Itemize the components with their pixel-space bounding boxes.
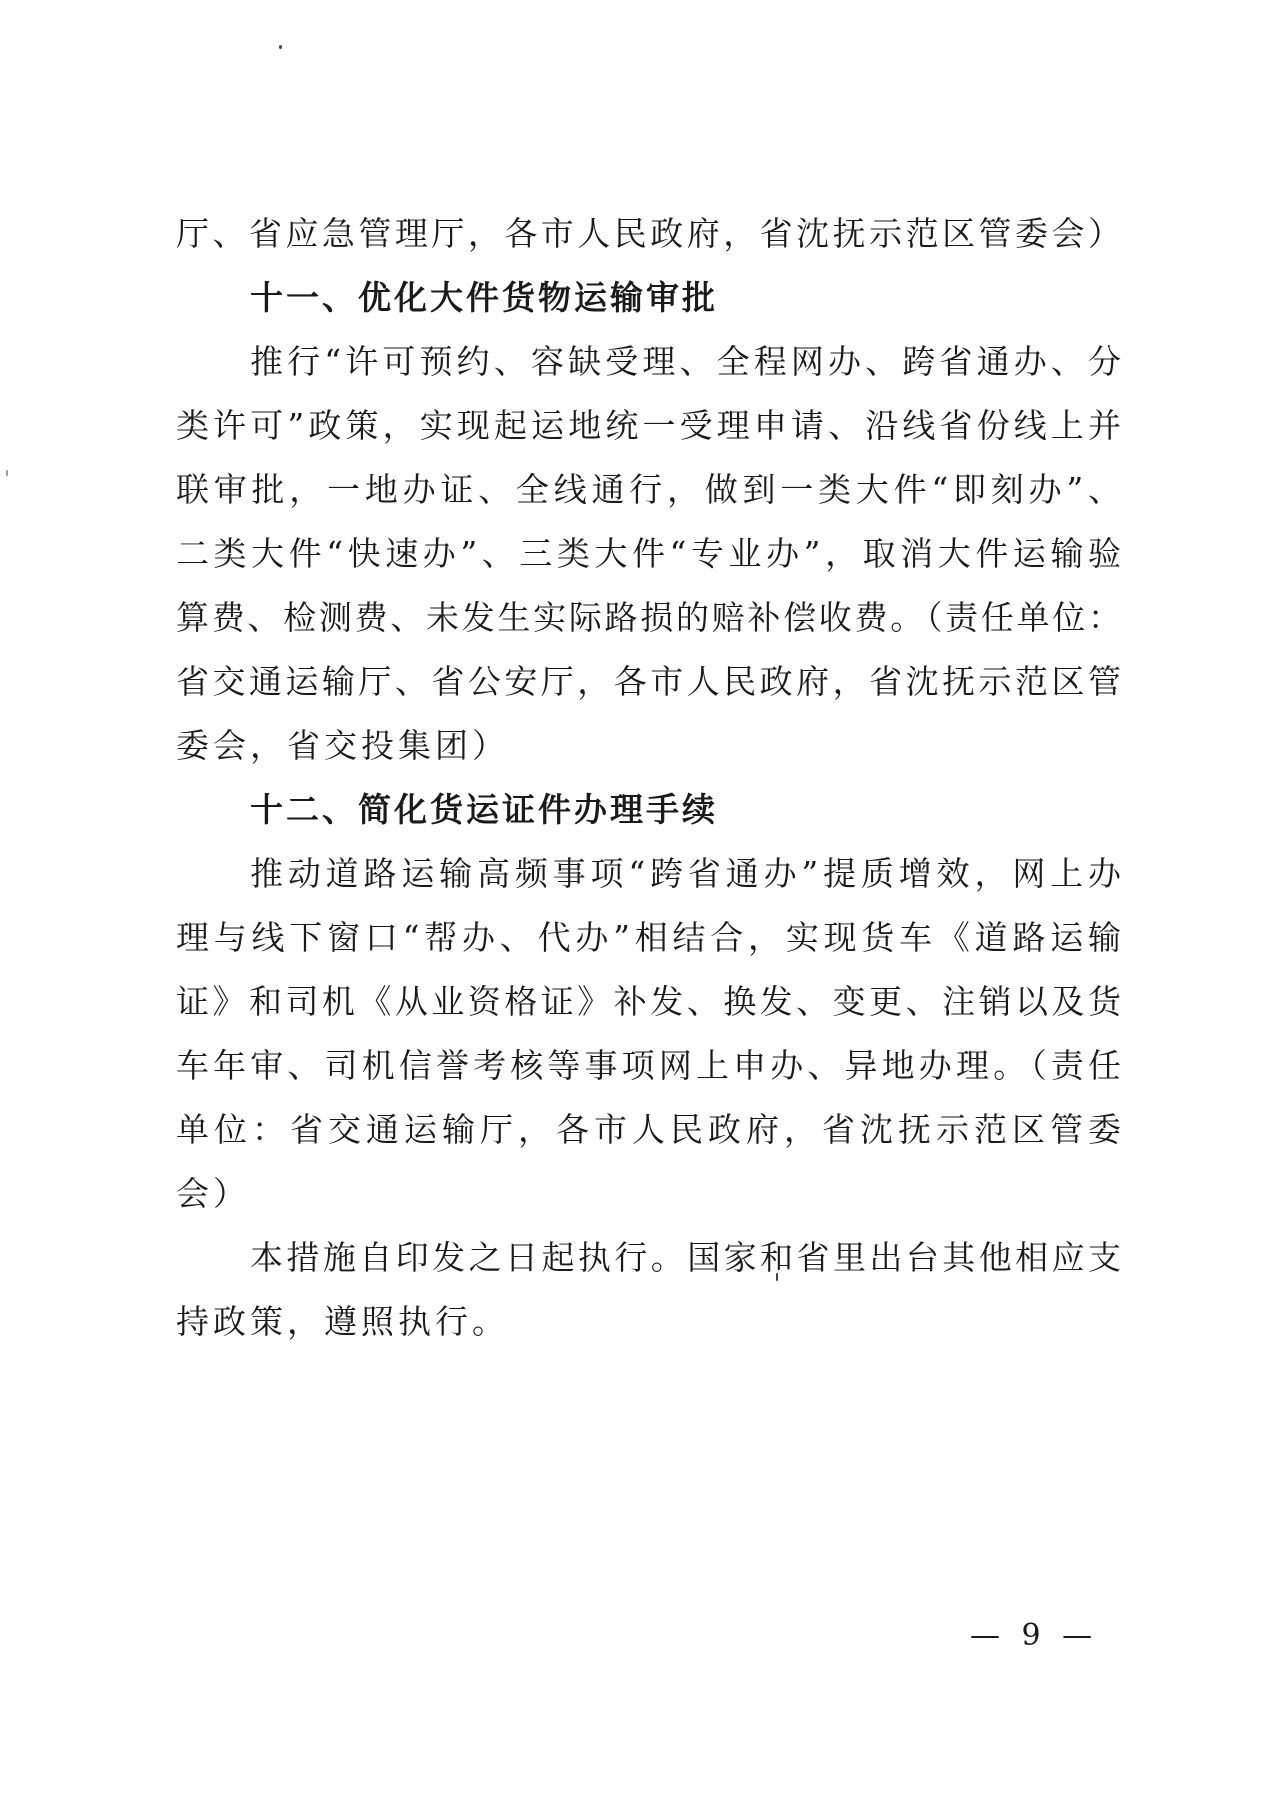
section-heading: 十一、优化大件货物运输审批 <box>250 278 718 317</box>
text-line: 推行“许可预约、容缺受理、全程网办、跨省通办、分 <box>250 342 1121 381</box>
text-line: 省交通运输厅、省公安厅，各市人民政府，省沈抚示范区管 <box>176 662 1121 701</box>
text-line: 联审批，一地办证、全线通行，做到一类大件“即刻办”、 <box>176 470 1121 509</box>
text-line: 厅、省应急管理厅，各市人民政府，省沈抚示范区管委会） <box>176 214 1121 253</box>
text-line: 算费、检测费、未发生实际路损的赔补偿收费。（责任单位： <box>176 598 1121 637</box>
text-line: 推动道路运输高频事项“跨省通办”提质增效，网上办 <box>250 854 1121 893</box>
text-line: 理与线下窗口“帮办、代办”相结合，实现货车《道路运输 <box>176 918 1121 957</box>
text-line: 本措施自印发之日起执行。国家和省里出台其他相应支 <box>250 1238 1121 1277</box>
text-line: 单位：省交通运输厅，各市人民政府，省沈抚示范区管委 <box>176 1110 1121 1149</box>
text-line: 类许可”政策，实现起运地统一受理申请、沿线省份线上并 <box>176 406 1121 445</box>
text-line: 持政策，遵照执行。 <box>176 1302 509 1341</box>
scan-speck <box>279 45 282 49</box>
text-line: 二类大件“快速办”、三类大件“专业办”，取消大件运输验 <box>176 534 1121 573</box>
page-number: — 9 — <box>970 1618 1099 1653</box>
text-line: 证》和司机《从业资格证》补发、换发、变更、注销以及货 <box>176 982 1121 1021</box>
text-line: 车年审、司机信誉考核等事项网上申办、异地办理。（责任 <box>176 1046 1121 1085</box>
section-heading: 十二、简化货运证件办理手续 <box>250 790 718 829</box>
document-body <box>176 202 1121 1354</box>
text-line: 会） <box>176 1174 250 1213</box>
scan-speck <box>6 470 8 476</box>
text-line: 委会，省交投集团） <box>176 726 509 765</box>
